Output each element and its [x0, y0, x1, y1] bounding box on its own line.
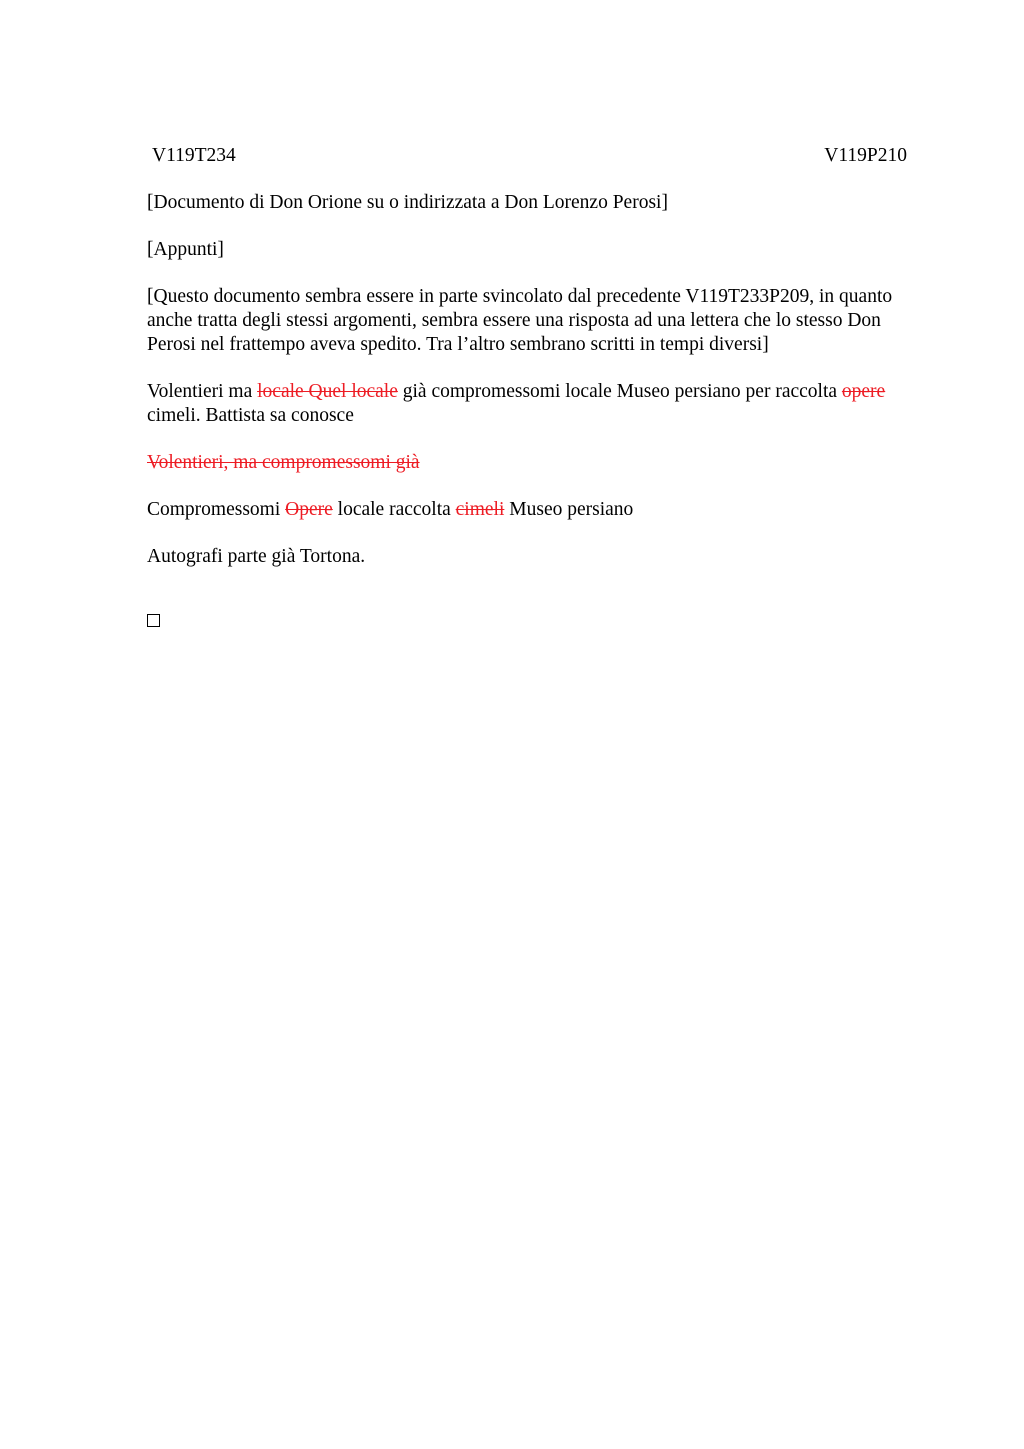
- document-code-left: V119T234: [152, 145, 236, 166]
- editor-note: [Questo documento sembra essere in parte svincolato dal precedente V119T233P209, in quanto anche tratta degli stessi argomenti, sembra essere una risposta ad una lettera che lo stesso Don Perosi nel frattempo aveva spedito. Tra l’altro sembrano scritti in tempi diversi]: [147, 286, 893, 355]
- deleted-text: opere: [841, 381, 886, 402]
- text-segment: già compromessomi locale Museo persiano per raccolta: [397, 381, 842, 402]
- document-header: [147, 144, 907, 168]
- text-segment: Compromessomi: [147, 499, 286, 520]
- document-page: [147, 144, 907, 627]
- text-segment: Volentieri ma: [147, 381, 258, 402]
- paragraph-4: Autografi parte già Tortona.: [147, 546, 366, 567]
- document-subtitle: [Appunti]: [147, 239, 224, 260]
- end-square-icon: [147, 614, 160, 627]
- document-code-right: V119P210: [824, 145, 907, 166]
- paragraph-3: [147, 498, 907, 522]
- deleted-text: Volentieri, ma compromessomi già: [147, 452, 420, 473]
- document-title: [Documento di Don Orione su o indirizzata a Don Lorenzo Perosi]: [147, 192, 668, 213]
- text-segment: Museo persiano: [504, 499, 634, 520]
- deleted-text: locale Quel locale: [257, 381, 398, 402]
- deleted-text: cimeli: [455, 499, 505, 520]
- paragraph-1: [147, 380, 907, 428]
- paragraph-2: [147, 451, 907, 475]
- text-segment: cimeli. Battista sa conosce: [147, 405, 354, 426]
- text-segment: locale raccolta: [332, 499, 456, 520]
- deleted-text: Opere: [285, 499, 333, 520]
